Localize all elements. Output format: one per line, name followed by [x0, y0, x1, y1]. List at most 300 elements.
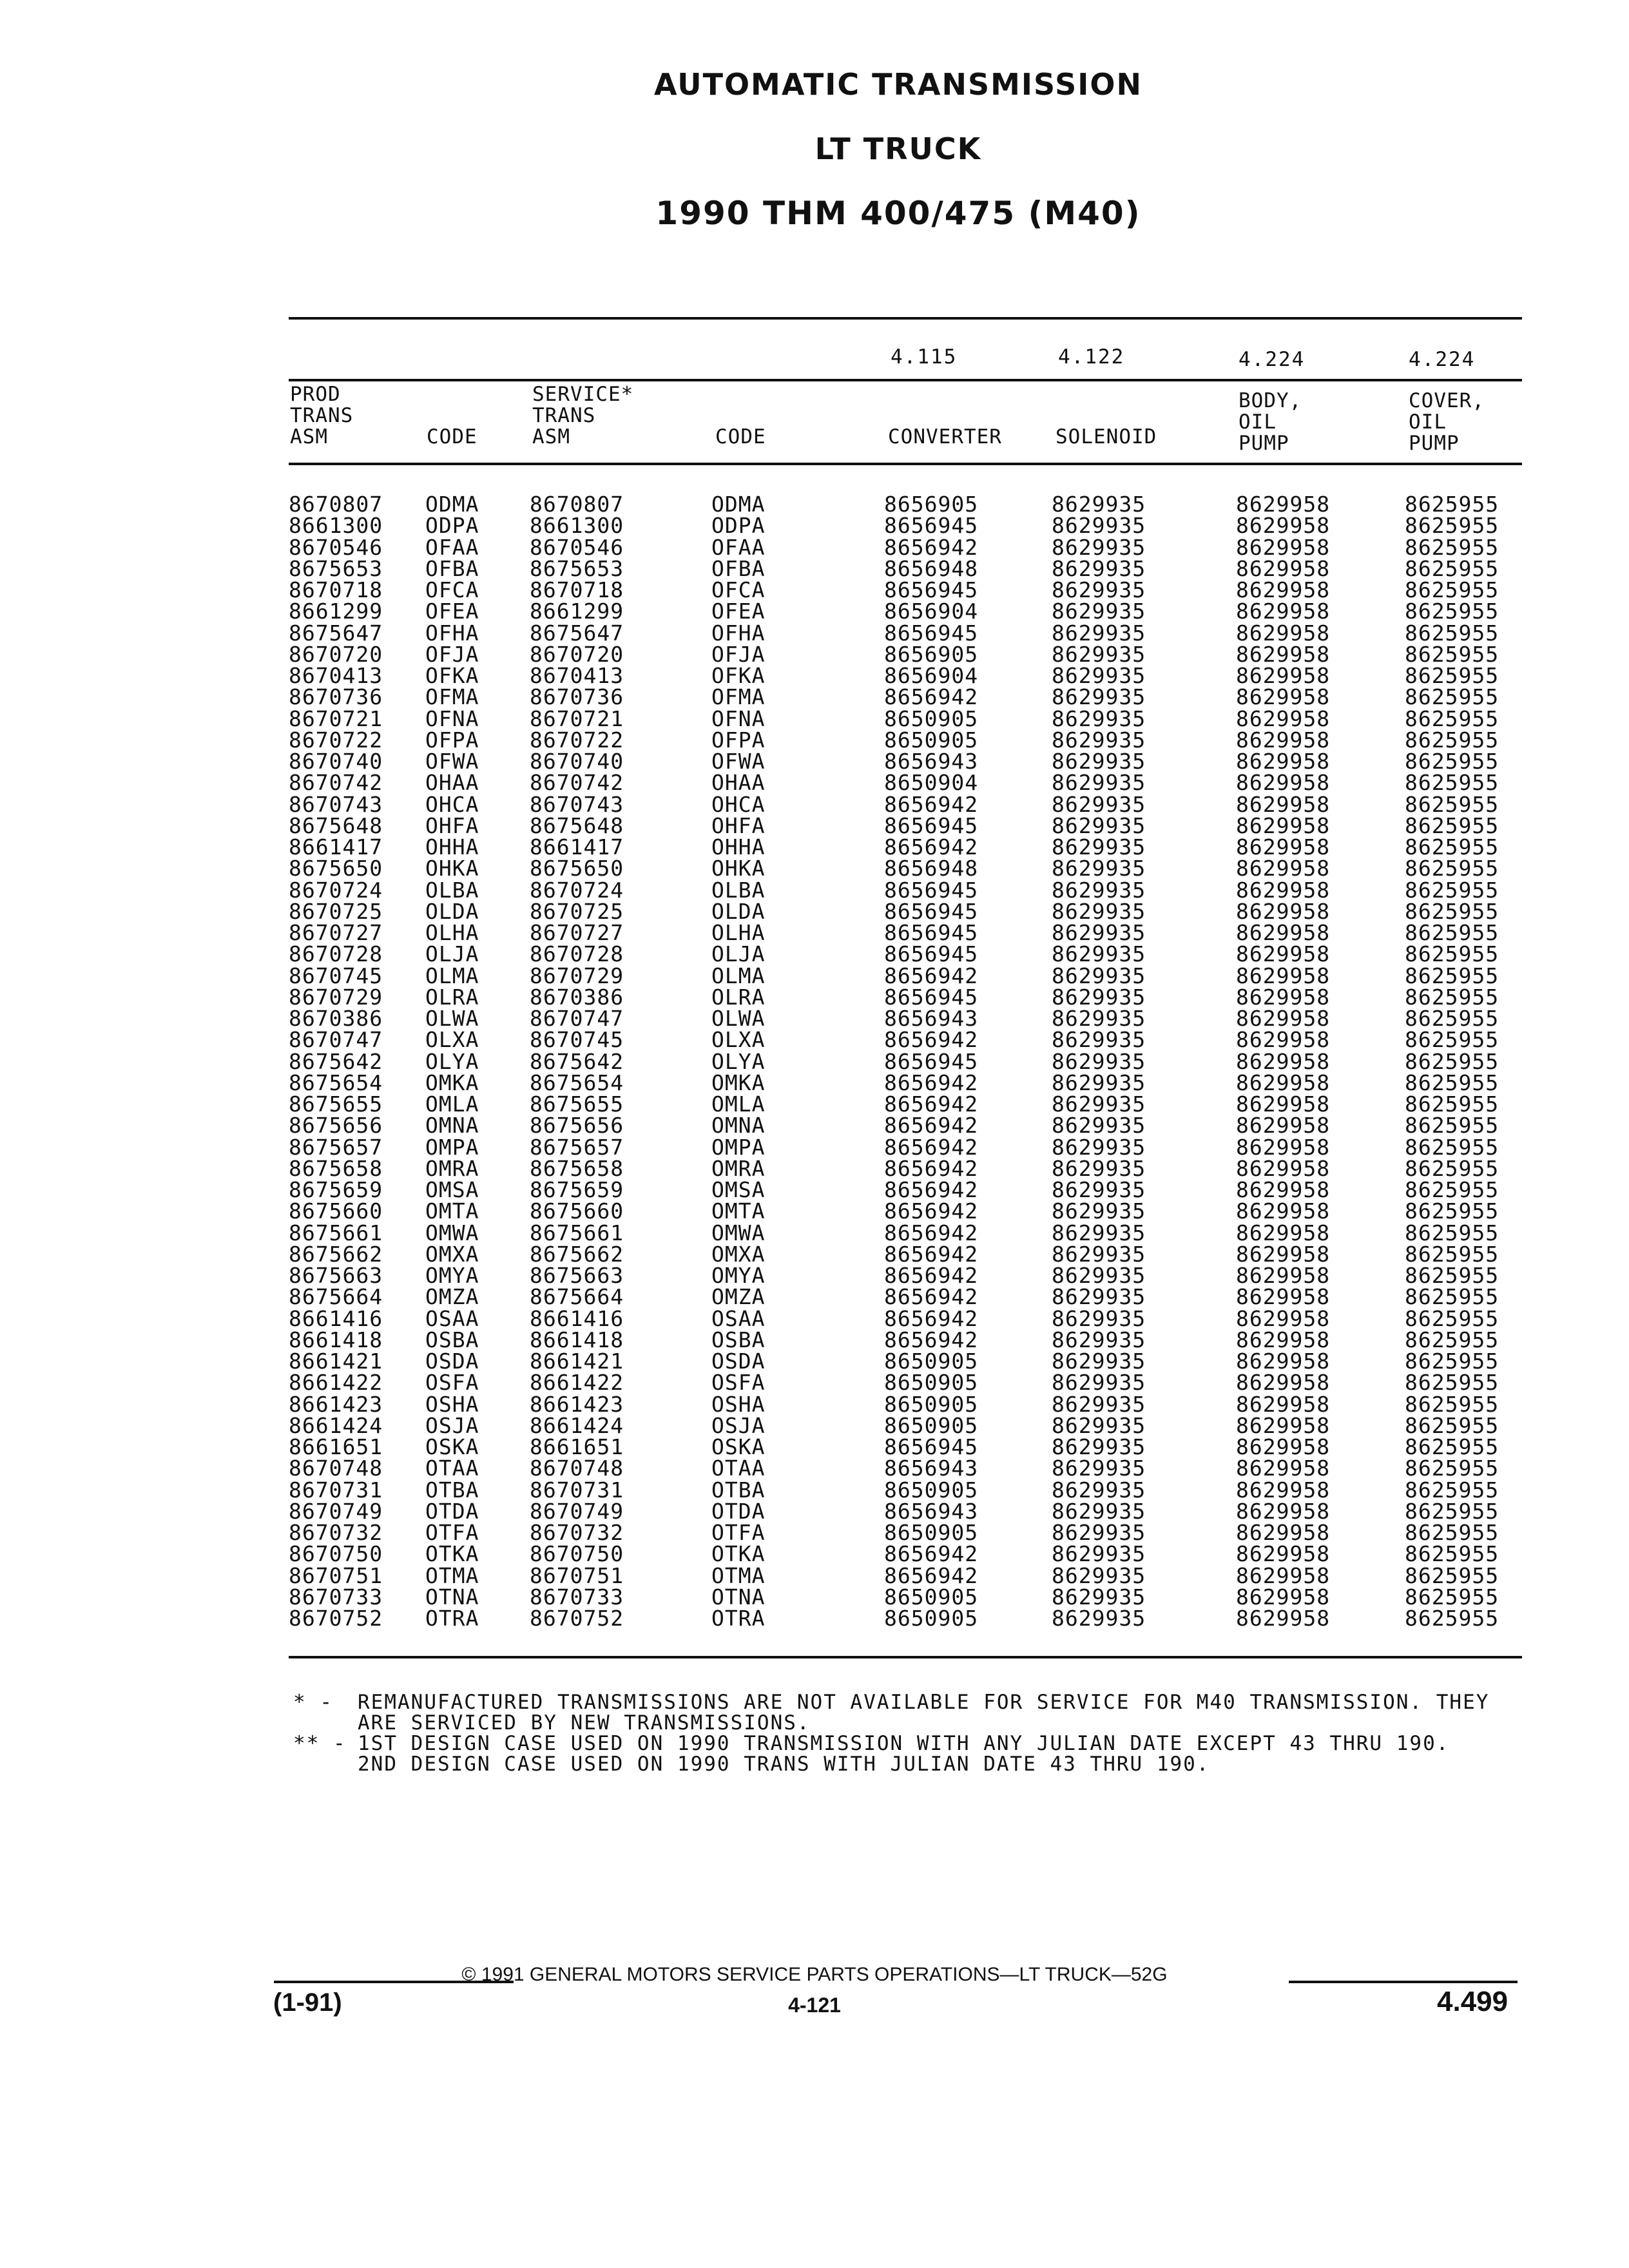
table-cell: OFEA — [425, 599, 479, 624]
table-cell: 8675662 — [530, 1241, 624, 1267]
table-cell: 8670747 — [289, 1027, 383, 1053]
table-cell: OFCA — [711, 577, 766, 602]
table-cell: OMKA — [711, 1070, 766, 1095]
table-cell: OFJA — [425, 641, 479, 667]
table-cell: 8661416 — [530, 1305, 624, 1331]
table-cell: 8675657 — [289, 1134, 383, 1160]
table-cell: 8629958 — [1236, 1048, 1331, 1074]
table-cell: 8656942 — [884, 791, 979, 817]
table-cell: 8656942 — [884, 834, 979, 860]
table-cell: 8629958 — [1236, 1456, 1331, 1481]
table-cell: 8670725 — [530, 898, 624, 924]
table-cell: 8629935 — [1052, 1498, 1146, 1524]
table-cell: OMTA — [425, 1198, 479, 1224]
table-cell: 8670752 — [289, 1606, 383, 1631]
table-cell: OHCA — [711, 791, 766, 817]
table-cell: OLYA — [711, 1048, 766, 1074]
table-cell: 8625955 — [1405, 1477, 1499, 1503]
table-cell: 8661424 — [289, 1412, 383, 1438]
table-cell: OSKA — [425, 1434, 479, 1459]
doc-subtitle: LT TRUCK — [815, 131, 982, 166]
table-cell: 8629958 — [1236, 856, 1331, 881]
table-cell: 8629958 — [1236, 513, 1331, 539]
table-cell: 8661422 — [530, 1370, 624, 1396]
table-cell: 8656948 — [884, 555, 979, 581]
table-cell: 8670413 — [530, 663, 624, 688]
table-cell: 8629958 — [1236, 727, 1331, 753]
table-cell: 8656945 — [884, 920, 979, 945]
table-cell: 8675642 — [289, 1048, 383, 1074]
table-cell: 8656942 — [884, 1327, 979, 1352]
table-cell: 8629958 — [1236, 1241, 1331, 1267]
table-cell: 8656942 — [884, 1113, 979, 1139]
table-cell: 8629958 — [1236, 963, 1331, 988]
table-cell: 8656945 — [884, 941, 979, 967]
table-cell: ODMA — [425, 492, 479, 517]
table-cell: 8650905 — [884, 1391, 979, 1417]
footnote-marker: * - — [293, 1691, 333, 1714]
table-cell: 8661299 — [289, 599, 383, 624]
table-cell: 8670727 — [530, 920, 624, 945]
table-cell: 8625955 — [1405, 1220, 1499, 1245]
table-cell: 8629935 — [1052, 963, 1146, 988]
table-cell: 8656942 — [884, 1220, 979, 1245]
table-cell: OSFA — [425, 1370, 479, 1396]
table-cell: 8661423 — [289, 1391, 383, 1417]
table-cell: 8661421 — [289, 1349, 383, 1374]
table-cell: 8670722 — [530, 727, 624, 753]
table-cell: 8675642 — [530, 1048, 624, 1074]
table-cell: OTKA — [711, 1541, 766, 1567]
table-cell: OLJA — [425, 941, 479, 967]
table-cell: 8656942 — [884, 1134, 979, 1160]
table-cell: OMWA — [425, 1220, 479, 1245]
table-cell: OMPA — [425, 1134, 479, 1160]
footer-section-number: 4.499 — [1437, 1986, 1509, 2017]
table-cell: 8629935 — [1052, 1606, 1146, 1631]
table-cell: 8629958 — [1236, 1477, 1331, 1503]
footer-date: (1-91) — [273, 1988, 342, 2017]
table-cell: OMPA — [711, 1134, 766, 1160]
table-cell: OFMA — [425, 684, 479, 710]
table-cell: 8625955 — [1405, 1412, 1499, 1438]
table-cell: 8625955 — [1405, 599, 1499, 624]
table-cell: 8670732 — [530, 1520, 624, 1545]
table-cell: 8670736 — [289, 684, 383, 710]
table-cell: 8675648 — [530, 812, 624, 838]
table-cell: 8629958 — [1236, 555, 1331, 581]
table-cell: OMYA — [425, 1263, 479, 1288]
table-cell: ODMA — [711, 492, 766, 517]
table-cell: OLHA — [711, 920, 766, 945]
table-cell: 8670720 — [289, 641, 383, 667]
column-solenoid — [1052, 494, 1146, 1629]
table-cell: OMNA — [711, 1113, 766, 1139]
table-cell: OHCA — [425, 791, 479, 817]
table-cell: 8625955 — [1405, 1327, 1499, 1352]
table-cell: 8656945 — [884, 620, 979, 646]
table-cell: 8675659 — [530, 1177, 624, 1202]
table-cell: 8661416 — [289, 1305, 383, 1331]
table-cell: 8629958 — [1236, 1498, 1331, 1524]
table-cell: OMZA — [425, 1284, 479, 1310]
table-cell: 8670745 — [530, 1027, 624, 1053]
table-cell: 8675664 — [289, 1284, 383, 1310]
table-cell: 8650905 — [884, 1584, 979, 1610]
table-cell: 8625955 — [1405, 749, 1499, 774]
table-cell: OFNA — [711, 706, 766, 731]
table-cell: 8670747 — [530, 1006, 624, 1031]
footnote-text: 2ND DESIGN CASE USED ON 1990 TRANS WITH JULIAN DATE 43 THRU 190. — [358, 1753, 1210, 1776]
footnote-3 — [293, 1754, 1518, 1774]
table-cell: 8670731 — [289, 1477, 383, 1503]
table-cell: OFPA — [711, 727, 766, 753]
table-cell: 8625955 — [1405, 555, 1499, 581]
table-cell: 8629958 — [1236, 877, 1331, 903]
table-cell: 8670546 — [289, 534, 383, 560]
table-cell: 8661651 — [289, 1434, 383, 1459]
table-cell: 8675650 — [530, 856, 624, 881]
table-cell: OLYA — [425, 1048, 479, 1074]
table-cell: 8650905 — [884, 1412, 979, 1438]
table-cell: 8629935 — [1052, 577, 1146, 602]
table-cell: 8670745 — [289, 963, 383, 988]
table-cell: 8625955 — [1405, 577, 1499, 602]
table-cell: 8670749 — [530, 1498, 624, 1524]
table-cell: 8650905 — [884, 1370, 979, 1396]
table-cell: 8625955 — [1405, 1541, 1499, 1567]
column-code — [425, 494, 479, 1629]
table-cell: 8670751 — [530, 1562, 624, 1588]
table-cell: 8656945 — [884, 1434, 979, 1459]
table-cell: 8629958 — [1236, 812, 1331, 838]
table-cell: 8625955 — [1405, 898, 1499, 924]
table-cell: 8625955 — [1405, 1584, 1499, 1610]
table-cell: 8629935 — [1052, 641, 1146, 667]
table-cell: 8629935 — [1052, 1477, 1146, 1503]
table-cell: 8656945 — [884, 1048, 979, 1074]
table-cell: OMSA — [711, 1177, 766, 1202]
table-cell: 8629958 — [1236, 1198, 1331, 1224]
table-cell: 8629935 — [1052, 1541, 1146, 1567]
table-cell: 8656905 — [884, 492, 979, 517]
table-cell: 8625955 — [1405, 941, 1499, 967]
table-cell: 8629935 — [1052, 1327, 1146, 1352]
table-cell: 8629958 — [1236, 1412, 1331, 1438]
table-cell: 8625955 — [1405, 727, 1499, 753]
table-cell: 8670752 — [530, 1606, 624, 1631]
col-header-body-oil-pump: BODY, OIL PUMP — [1239, 389, 1302, 455]
column-cover-oil-pump — [1405, 494, 1499, 1629]
table-cell: OLWA — [425, 1006, 479, 1031]
table-cell: 8625955 — [1405, 492, 1499, 517]
table-cell: OFEA — [711, 599, 766, 624]
table-cell: 8625955 — [1405, 963, 1499, 988]
table-cell: 8625955 — [1405, 663, 1499, 688]
table-cell: OFWA — [425, 749, 479, 774]
table-cell: 8670743 — [289, 791, 383, 817]
table-cell: OTMA — [425, 1562, 479, 1588]
table-cell: 8661417 — [530, 834, 624, 860]
table-cell: 8625955 — [1405, 1391, 1499, 1417]
table-cell: 8629958 — [1236, 1562, 1331, 1588]
table-cell: 8629935 — [1052, 1284, 1146, 1310]
table-cell: 8629935 — [1052, 1070, 1146, 1095]
table-cell: 8675660 — [530, 1198, 624, 1224]
table-cell: 8656942 — [884, 1284, 979, 1310]
table-cell: 8670722 — [289, 727, 383, 753]
table-cell: 8629958 — [1236, 1070, 1331, 1095]
table-cell: ODPA — [711, 513, 766, 539]
table-cell: 8656942 — [884, 1027, 979, 1053]
table-cell: 8661300 — [289, 513, 383, 539]
table-cell: OTKA — [425, 1541, 479, 1567]
table-cell: 8625955 — [1405, 1177, 1499, 1202]
table-cell: 8625955 — [1405, 1155, 1499, 1181]
table-cell: 8629935 — [1052, 1412, 1146, 1438]
table-cell: OLBA — [425, 877, 479, 903]
table-cell: OSJA — [425, 1412, 479, 1438]
table-cell: 8650905 — [884, 1606, 979, 1631]
table-cell: 8625955 — [1405, 1263, 1499, 1288]
table-cell: 8661417 — [289, 834, 383, 860]
table-cell: OHFA — [425, 812, 479, 838]
table-cell: OLJA — [711, 941, 766, 967]
table-cell: 8656943 — [884, 1456, 979, 1481]
table-cell: 8629935 — [1052, 1177, 1146, 1202]
table-cell: 8625955 — [1405, 1606, 1499, 1631]
table-cell: 8670718 — [289, 577, 383, 602]
table-cell: 8629935 — [1052, 1456, 1146, 1481]
table-cell: 8625955 — [1405, 1370, 1499, 1396]
table-cell: OHAA — [425, 770, 479, 796]
footnote-1 — [293, 1692, 1518, 1733]
table-cell: OLRA — [425, 984, 479, 1010]
table-cell: 8661300 — [530, 513, 624, 539]
table-cell: OFJA — [711, 641, 766, 667]
table-cell: 8629958 — [1236, 984, 1331, 1010]
table-cell: 8629935 — [1052, 1027, 1146, 1053]
table-cell: 8629958 — [1236, 663, 1331, 688]
table-cell: OLXA — [425, 1027, 479, 1053]
table-cell: OMRA — [711, 1155, 766, 1181]
table-cell: 8629935 — [1052, 941, 1146, 967]
table-cell: 8629958 — [1236, 534, 1331, 560]
table-cell: 8629958 — [1236, 1349, 1331, 1374]
table-cell: OSAA — [425, 1305, 479, 1331]
table-cell: OFAA — [711, 534, 766, 560]
table-cell: OLMA — [711, 963, 766, 988]
table-cell: 8656945 — [884, 877, 979, 903]
table-cell: 8661418 — [289, 1327, 383, 1352]
table-cell: 8670721 — [289, 706, 383, 731]
table-cell: 8629935 — [1052, 513, 1146, 539]
table-cell: 8656904 — [884, 599, 979, 624]
table-cell: OLRA — [711, 984, 766, 1010]
table-cell: 8629935 — [1052, 1113, 1146, 1139]
table-cell: 8629958 — [1236, 791, 1331, 817]
table-cell: 8629958 — [1236, 684, 1331, 710]
table-cell: 8629958 — [1236, 898, 1331, 924]
table-cell: OSHA — [425, 1391, 479, 1417]
table-cell: 8629958 — [1236, 1091, 1331, 1117]
table-cell: 8625955 — [1405, 1198, 1499, 1224]
table-cell: 8670733 — [530, 1584, 624, 1610]
table-cell: 8670807 — [289, 492, 383, 517]
table-cell: 8625955 — [1405, 684, 1499, 710]
table-cell: OSFA — [711, 1370, 766, 1396]
table-cell: 8675653 — [289, 555, 383, 581]
table-cell: 8670728 — [530, 941, 624, 967]
table-cell: 8629935 — [1052, 749, 1146, 774]
table-cell: 8629958 — [1236, 1391, 1331, 1417]
table-cell: 8675658 — [289, 1155, 383, 1181]
table-cell: 8670386 — [530, 984, 624, 1010]
table-cell: 8629935 — [1052, 620, 1146, 646]
table-cell: 8625955 — [1405, 984, 1499, 1010]
table-cell: 8629958 — [1236, 1606, 1331, 1631]
table-cell: OHHA — [711, 834, 766, 860]
table-cell: 8675662 — [289, 1241, 383, 1267]
table-cell: 8629958 — [1236, 1027, 1331, 1053]
table-cell: 8629958 — [1236, 1113, 1331, 1139]
table-cell: 8650905 — [884, 1477, 979, 1503]
col-header-converter: CONVERTER — [888, 425, 1002, 448]
table-cell: 8675654 — [289, 1070, 383, 1095]
table-cell: 8670727 — [289, 920, 383, 945]
col-header-cover-oil-pump: COVER, OIL PUMP — [1409, 389, 1485, 455]
table-cell: 8629958 — [1236, 1006, 1331, 1031]
table-cell: 8625955 — [1405, 920, 1499, 945]
table-cell: OMYA — [711, 1263, 766, 1288]
table-cell: 8625955 — [1405, 1134, 1499, 1160]
table-cell: 8629935 — [1052, 1434, 1146, 1459]
table-cell: OLMA — [425, 963, 479, 988]
table-cell: 8629958 — [1236, 1434, 1331, 1459]
table-cell: 8629935 — [1052, 1134, 1146, 1160]
table-cell: ODPA — [425, 513, 479, 539]
table-cell: 8670729 — [289, 984, 383, 1010]
table-cell: OTBA — [711, 1477, 766, 1503]
table-cell: 8625955 — [1405, 706, 1499, 731]
table-cell: OLXA — [711, 1027, 766, 1053]
table-cell: 8650905 — [884, 1349, 979, 1374]
table-cell: 8625955 — [1405, 770, 1499, 796]
table-cell: 8670751 — [289, 1562, 383, 1588]
table-cell: 8625955 — [1405, 641, 1499, 667]
footnote-text: REMANUFACTURED TRANSMISSIONS ARE NOT AVAILABLE FOR SERVICE FOR M40 TRANSMISSION. THEY ARE SERVICED BY NEW TRANSMISSIONS. — [358, 1691, 1490, 1735]
table-cell: OSJA — [711, 1412, 766, 1438]
table-cell: 8629935 — [1052, 1220, 1146, 1245]
table-cell: 8670729 — [530, 963, 624, 988]
footnote-marker: ** - — [293, 1732, 347, 1755]
table-cell: 8625955 — [1405, 877, 1499, 903]
table-cell: 8629958 — [1236, 1263, 1331, 1288]
table-cell: 8625955 — [1405, 1284, 1499, 1310]
table-cell: 8675655 — [289, 1091, 383, 1117]
col-header-code: CODE — [427, 425, 477, 448]
table-cell: 8675661 — [530, 1220, 624, 1245]
table-cell: 8675656 — [530, 1113, 624, 1139]
table-cell: 8670750 — [530, 1541, 624, 1567]
table-cell: OSDA — [711, 1349, 766, 1374]
table-cell: OMLA — [425, 1091, 479, 1117]
doc-title: AUTOMATIC TRANSMISSION — [654, 67, 1142, 102]
footer-rule-right — [1289, 1981, 1518, 1983]
table-cell: 8656942 — [884, 1070, 979, 1095]
table-cell: 8675664 — [530, 1284, 624, 1310]
table-cell: 8629935 — [1052, 555, 1146, 581]
table-cell: OSKA — [711, 1434, 766, 1459]
table-cell: 8625955 — [1405, 1070, 1499, 1095]
table-cell: 8629958 — [1236, 492, 1331, 517]
table-cell: 8656943 — [884, 749, 979, 774]
table-cell: OMLA — [711, 1091, 766, 1117]
table-cell: 8629935 — [1052, 1349, 1146, 1374]
table-cell: 8656942 — [884, 1155, 979, 1181]
table-cell: 8675647 — [530, 620, 624, 646]
table-cell: 8629958 — [1236, 599, 1331, 624]
table-cell: 8650905 — [884, 1520, 979, 1545]
table-cell: 8670386 — [289, 1006, 383, 1031]
ref-solenoid: 4.122 — [1058, 345, 1125, 369]
col-header-prod-trans-asm: PROD TRANS ASM — [290, 383, 354, 448]
table-cell: 8625955 — [1405, 1434, 1499, 1459]
table-cell: 8629935 — [1052, 1520, 1146, 1545]
ref-body: 4.224 — [1239, 348, 1306, 371]
table-cell: 8670721 — [530, 706, 624, 731]
table-cell: 8661423 — [530, 1391, 624, 1417]
table-cell: OFAA — [425, 534, 479, 560]
table-top-rule — [289, 317, 1522, 320]
table-cell: OHHA — [425, 834, 479, 860]
table-cell: 8675663 — [530, 1263, 624, 1288]
table-cell: 8629935 — [1052, 1241, 1146, 1267]
table-cell: 8629935 — [1052, 1263, 1146, 1288]
table-cell: 8629935 — [1052, 1198, 1146, 1224]
col-header-service-trans-asm: SERVICE* TRANS ASM — [532, 383, 634, 448]
table-cell: 8656942 — [884, 1305, 979, 1331]
column-service-code — [711, 494, 765, 1629]
table-cell: 8675661 — [289, 1220, 383, 1245]
table-cell: 8629935 — [1052, 706, 1146, 731]
table-cell: 8650905 — [884, 706, 979, 731]
table-cell: OTNA — [711, 1584, 766, 1610]
table-cell: OMXA — [425, 1241, 479, 1267]
footer-page-number: 4-121 — [788, 1994, 841, 2017]
table-cell: 8625955 — [1405, 1241, 1499, 1267]
table-cell: OSDA — [425, 1349, 479, 1374]
table-cell: OTRA — [711, 1606, 766, 1631]
table-cell: 8625955 — [1405, 1305, 1499, 1331]
table-cell: 8670742 — [530, 770, 624, 796]
table-cell: 8625955 — [1405, 534, 1499, 560]
table-cell: 8629935 — [1052, 834, 1146, 860]
table-cell: 8629935 — [1052, 1305, 1146, 1331]
table-cell: 8625955 — [1405, 513, 1499, 539]
table-cell: 8625955 — [1405, 791, 1499, 817]
table-cell: OTFA — [425, 1520, 479, 1545]
table-cell: 8629958 — [1236, 834, 1331, 860]
table-cell: OFKA — [711, 663, 766, 688]
table-cell: 8670750 — [289, 1541, 383, 1567]
table-cell: 8656942 — [884, 963, 979, 988]
table-cell: 8650904 — [884, 770, 979, 796]
table-cell: 8670743 — [530, 791, 624, 817]
table-cell: 8625955 — [1405, 1006, 1499, 1031]
table-cell: 8625955 — [1405, 1520, 1499, 1545]
table-cell: 8656942 — [884, 1091, 979, 1117]
